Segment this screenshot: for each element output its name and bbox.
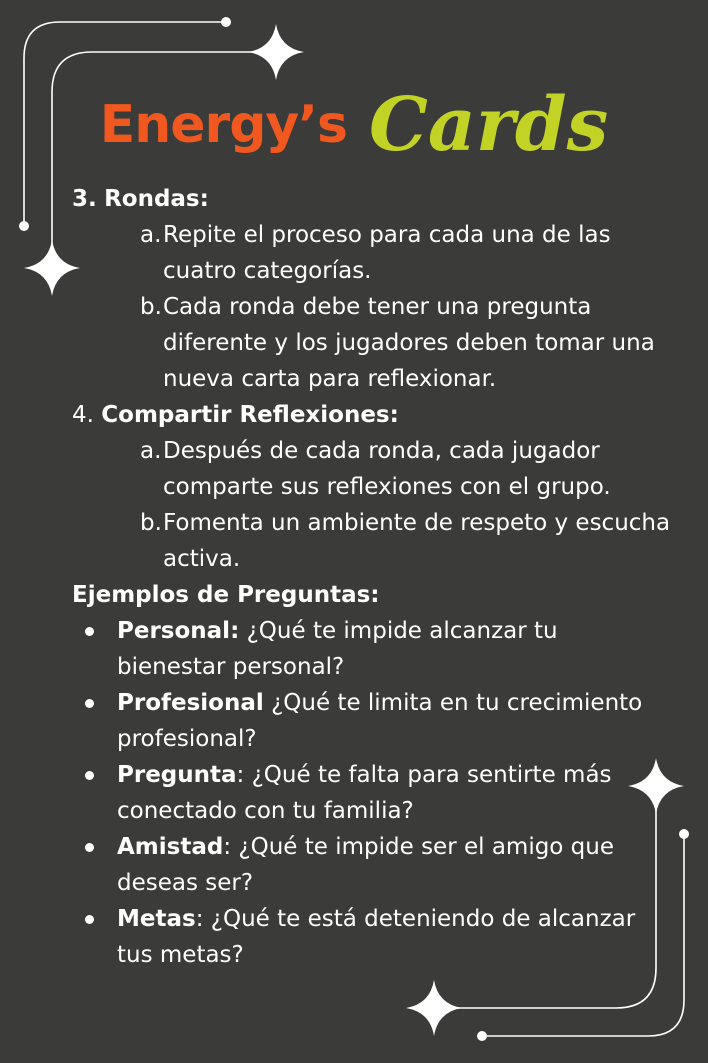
list-item: Metas: ¿Qué te está deteniendo de alcanzar tus metas? <box>72 901 672 973</box>
list-item: a. Repite el proceso para cada una de las cuatro categorías. <box>140 222 611 284</box>
title-cards: Cards <box>369 82 609 168</box>
list-item: a. Después de cada ronda, cada jugador comparte sus reflexiones con el grupo. <box>140 438 611 500</box>
frame-dot-left <box>19 221 29 231</box>
bullet-icon <box>85 699 94 708</box>
list-item: Amistad: ¿Qué te impide ser el amigo que deseas ser? <box>72 829 672 901</box>
section-heading-rondas: 3. Rondas: <box>72 186 209 212</box>
bullet-icon <box>85 843 94 852</box>
title-energy: Energy’s <box>99 95 348 155</box>
examples-list <box>72 613 672 973</box>
list-item: Pregunta: ¿Qué te falta para sentirte más conectado con tu familia? <box>72 757 672 829</box>
bullet-icon <box>85 771 94 780</box>
list-item: Profesional ¿Qué te limita en tu crecimiento profesional? <box>72 685 672 757</box>
list-item: Personal: ¿Qué te impide alcanzar tu bienestar personal? <box>72 613 672 685</box>
bullet-icon <box>85 627 94 636</box>
sparkle-icon <box>248 24 304 80</box>
bullet-icon <box>85 915 94 924</box>
frame-dot-right <box>679 829 689 839</box>
sparkle-icon <box>406 980 462 1036</box>
list-item: b. Fomenta un ambiente de respeto y escucha activa. <box>140 510 671 572</box>
list-item: b. Cada ronda debe tener una pregunta diferente y los jugadores deben tomar una nueva carta para reflexionar. <box>140 294 655 392</box>
frame-dot-bottom <box>477 1031 487 1041</box>
instructions-content <box>72 181 672 973</box>
page-title <box>0 82 708 168</box>
examples-heading: Ejemplos de Preguntas: <box>72 582 380 608</box>
frame-dot-top <box>221 17 231 27</box>
section-heading-compartir: 4. Compartir Reflexiones: <box>72 402 399 428</box>
